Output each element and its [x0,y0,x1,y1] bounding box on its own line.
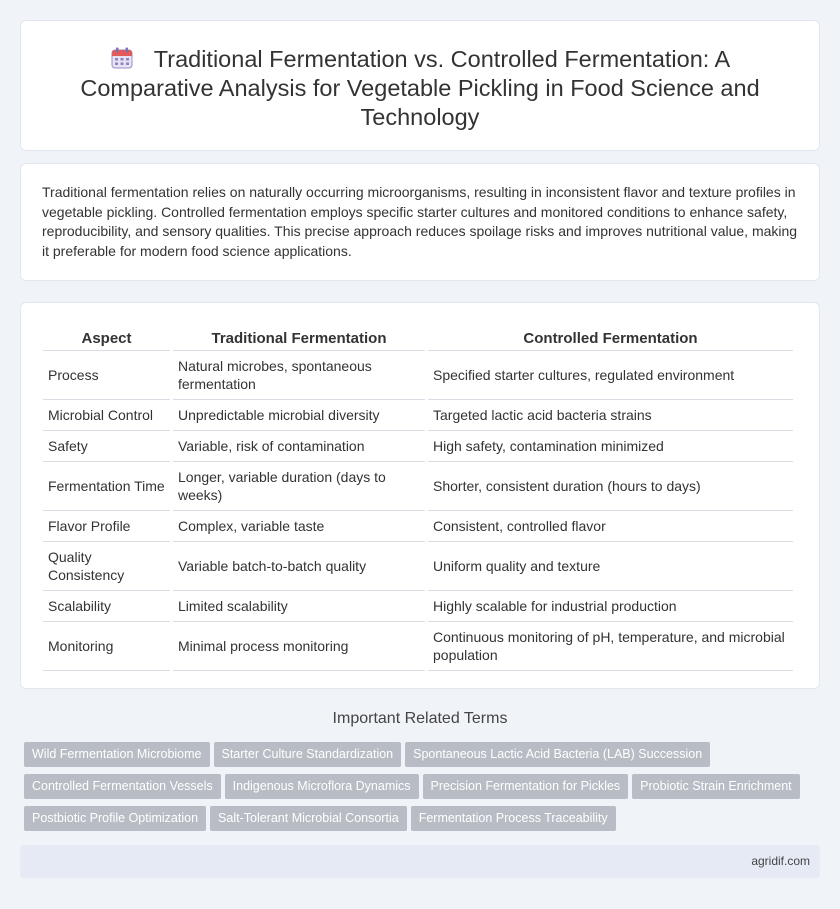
cell-aspect: Microbial Control [43,400,170,431]
table-row [43,462,793,511]
cell-controlled: Continuous monitoring of pH, temperature, and microbial population [428,622,793,671]
calendar-icon [110,46,134,70]
header-traditional: Traditional Fermentation [173,325,425,351]
cell-traditional: Limited scalability [173,591,425,622]
cell-controlled: Specified starter cultures, regulated environment [428,351,793,400]
comparison-card [20,302,820,689]
cell-traditional: Complex, variable taste [173,511,425,542]
table-row [43,351,793,400]
comparison-table [40,325,796,671]
related-term-tag[interactable]: Wild Fermentation Microbiome [24,742,210,767]
table-header-row [43,325,793,351]
related-term-tag[interactable]: Postbiotic Profile Optimization [24,806,206,831]
cell-traditional: Minimal process monitoring [173,622,425,671]
tag-row [24,774,824,806]
cell-aspect: Fermentation Time [43,462,170,511]
cell-aspect: Process [43,351,170,400]
cell-controlled: High safety, contamination minimized [428,431,793,462]
page-title-text: Traditional Fermentation vs. Controlled Fermentation: A Comparative Analysis for Vegetable Pickling in Food Science and Technology [80,46,760,130]
header-aspect: Aspect [43,325,170,351]
related-term-tag[interactable]: Probiotic Strain Enrichment [632,774,799,799]
page-title [51,45,789,132]
table-row [43,511,793,542]
footer-site[interactable]: agridif.com [751,854,810,868]
tag-row [24,806,824,838]
cell-aspect: Safety [43,431,170,462]
cell-aspect: Monitoring [43,622,170,671]
cell-controlled: Targeted lactic acid bacteria strains [428,400,793,431]
cell-aspect: Scalability [43,591,170,622]
cell-controlled: Consistent, controlled flavor [428,511,793,542]
related-terms-list [24,742,824,838]
cell-controlled: Shorter, consistent duration (hours to days) [428,462,793,511]
related-term-tag[interactable]: Spontaneous Lactic Acid Bacteria (LAB) Succession [405,742,710,767]
table-row [43,431,793,462]
cell-traditional: Natural microbes, spontaneous fermentation [173,351,425,400]
cell-aspect: Quality Consistency [43,542,170,591]
related-term-tag[interactable]: Salt-Tolerant Microbial Consortia [210,806,407,831]
table-row [43,542,793,591]
related-term-tag[interactable]: Fermentation Process Traceability [411,806,616,831]
cell-aspect: Flavor Profile [43,511,170,542]
table-row [43,400,793,431]
cell-traditional: Variable, risk of contamination [173,431,425,462]
cell-controlled: Highly scalable for industrial production [428,591,793,622]
related-term-tag[interactable]: Controlled Fermentation Vessels [24,774,221,799]
summary-text: Traditional fermentation relies on naturally occurring microorganisms, resulting in inconsistent flavor and texture profiles in vegetable pickling. Controlled fermentation employs specific starter cultures and monitored conditions to enhance safety, reproducibility, and sensory qualities. This precise approach reduces spoilage risks and improves nutritional value, making it preferable for modern food science applications. [42,184,798,259]
table-row [43,591,793,622]
related-term-tag[interactable]: Precision Fermentation for Pickles [423,774,629,799]
title-card [20,20,820,151]
tag-row [24,742,824,774]
cell-traditional: Longer, variable duration (days to weeks) [173,462,425,511]
cell-controlled: Uniform quality and texture [428,542,793,591]
related-terms-title: Important Related Terms [332,710,508,727]
related-term-tag[interactable]: Starter Culture Standardization [214,742,402,767]
header-controlled: Controlled Fermentation [428,325,793,351]
related-term-tag[interactable]: Indigenous Microflora Dynamics [225,774,419,799]
summary-card [20,163,820,281]
table-row [43,622,793,671]
footer [20,845,820,878]
cell-traditional: Unpredictable microbial diversity [173,400,425,431]
cell-traditional: Variable batch-to-batch quality [173,542,425,591]
